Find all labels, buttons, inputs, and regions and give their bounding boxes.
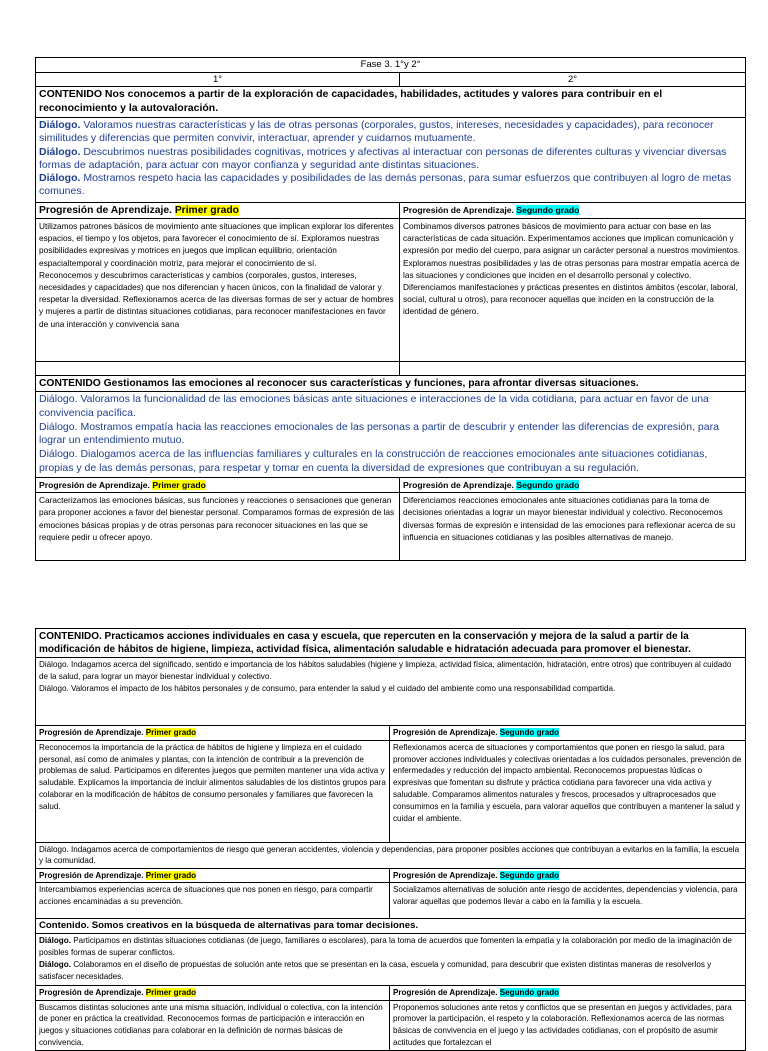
dialogo-11: Diálogo. Colaboramos en el diseño de propuestas de solución ante retos que se presentan en la casa, escuela y comunidad, para descubrir que existen distintas maneras de resolverlos y satisfacer necesidades. bbox=[39, 959, 712, 981]
segundo-grado-highlight: Segundo grado bbox=[499, 728, 560, 738]
primer-grado-highlight: Primer grado bbox=[145, 988, 197, 998]
primer-grado-highlight: Primer grado bbox=[152, 479, 206, 490]
progresion-segundo-text: Diferenciamos reacciones emocionales ante situaciones cotidianas para la toma de decisiones orientadas a lograr un mayor bienestar individual y colectivo. Reconocemos diversas formas de expresión e intensidad de las emociones para reflexionar acerca de su influencia en situaciones cotidianas y las posibles alternativas de manejo. bbox=[400, 492, 746, 560]
progresion-header-segundo: Progresión de Aprendizaje. Segundo grado bbox=[400, 477, 746, 492]
dialogo-5: Diálogo. Mostramos empatía hacia las reacciones emocionales de las personas a partir de descubrir y entender las diferencias de expresión, para lograr un entendimiento mutuo. bbox=[39, 420, 719, 447]
progresion-header-segundo: Progresión de Aprendizaje. Segundo grado bbox=[390, 868, 746, 882]
progresion-primer-text: Caracterizamos las emociones básicas, sus funciones y reacciones o sensaciones que generan para proponer acciones a favor del bienestar personal. Comparamos formas de expresión de las emociones básicas propias y de otras personas para reconocer situaciones en las que se requiere pedir u ofrecer apoyo. bbox=[36, 492, 400, 560]
progresion-primer-text: Buscamos distintas soluciones ante una misma situación, individual o colectiva, con la intención de poner en práctica la creatividad. Reconocemos formas de participación e interacción en juegos y situaciones cotidianas para colaborar en la definición de normas básicas de convivencia. bbox=[36, 1000, 390, 1050]
dialogo-8: Diálogo. Valoramos el impacto de los hábitos personales y de consumo, para entender la salud y el cuidado del ambiente como una responsabilidad compartida. bbox=[39, 683, 616, 693]
progresion-header-primer: Progresión de Aprendizaje. Primer grado bbox=[36, 203, 400, 219]
dialogo-7: Diálogo. Indagamos acerca del significado, sentido e importancia de los hábitos saludables (higiene y limpieza, actividad física, alimentación, hidratación, entre otros) que contribuyen al cuidado de la salud, para lograr un mayor bienestar individual y colectivo. bbox=[39, 660, 732, 681]
dialogo-2: Diálogo. Descubrimos nuestras posibilidades cognitivas, motrices y afectivas al interactuar con personas de diferentes culturas y vivenciar diversas formas de adaptación, para actuar con mayor confianza y seguridad ante distintas situaciones. bbox=[39, 145, 727, 171]
progresion-primer-text: Utilizamos patrones básicos de movimiento ante situaciones que implican explorar los diferentes espacios, el tiempo y los objetos, para favorecer el conocimiento de sí. Exploramos nuestras posibilidades expresivas y motrices en juegos que implican equilibrio, orientación espacialtemporal y coordinación motriz, para mejorar el conocimiento de sí. Reconocemos y descubrimos características y cambios (corporales, gustos, intereses, necesidades y capacidades) que nos diferencian y hacen únicos, con la finalidad de valorar y respetar la diversidad. Reflexionamos acerca de las diversas formas de ser y actuar de hombres y mujeres a partir de distintas situaciones cotidianas, para reconocer manifestaciones en favor de una interacción y convivencia sana bbox=[36, 219, 400, 362]
progresion-header-segundo: Progresión de Aprendizaje. Segundo grado bbox=[400, 203, 746, 219]
progresion-segundo-text: Socializamos alternativas de solución ante riesgo de accidentes, dependencias y violencia, para valorar aquellas que podemos llevar a cabo en la familia y la escuela. bbox=[390, 883, 746, 919]
progresion-header-primer: Progresión de Aprendizaje. Primer grado bbox=[36, 986, 390, 1000]
empty-cell bbox=[36, 362, 400, 376]
dialogo-6: Diálogo. Dialogamos acerca de las influencias familiares y culturales en la construcción de reacciones emocionales ante situaciones cotidianas, propias y de las demás personas, para respetar y tomar en cuenta la diversidad de expresiones que contribuyan a su regulación. bbox=[39, 448, 708, 474]
segundo-grado-highlight: Segundo grado bbox=[516, 479, 580, 490]
primer-grado-highlight: Primer grado bbox=[145, 728, 197, 738]
segundo-grado-highlight: Segundo grado bbox=[499, 988, 560, 998]
segundo-grado-highlight: Segundo grado bbox=[499, 870, 560, 880]
dialogo-1: Diálogo. Valoramos nuestras características y las de otras personas (corporales, gustos, intereses, necesidades y capacidades), para reconocer similitudes y diferencias que permiten convivir, interactuar, aprender y cuidarnos mutuamente. bbox=[39, 119, 714, 145]
dialogo-3: Diálogo. Mostramos respeto hacia las capacidades y posibilidades de las demás personas, para sumar esfuerzos que contribuyen al logro de metas comunes. bbox=[39, 172, 732, 198]
dialogo-10: Diálogo. Participamos en distintas situaciones cotidianas (de juego, familiares o escolares), para la toma de acuerdos que fomenten la empatía y la colaboración por medio de la imaginación de posibles formas de superar conflictos. bbox=[39, 936, 732, 958]
dialogo-9: Diálogo. Indagamos acerca de comportamientos de riesgo que generan accidentes, violencia y dependencias, para proponer posibles acciones que contribuyan a evitarlos en la familia, la escuela y la comunidad. bbox=[36, 842, 746, 868]
empty-cell bbox=[400, 362, 746, 376]
progresion-segundo-text: Proponemos soluciones ante retos y conflictos que se presentan en juegos y actividades, para promover la participación, el respeto y la colaboración. Reflexionamos acerca de las normas básicas de convivencia en el juego y las actividades cotidianas, con el propósito de asumir actitudes que fortalezcan el bbox=[390, 1000, 746, 1050]
progresion-header-primer: Progresión de Aprendizaje. Primer grado bbox=[36, 477, 400, 492]
dialogo-block-emociones bbox=[36, 392, 746, 478]
dialogo-block-creativos bbox=[36, 934, 746, 986]
progresion-header-segundo: Progresión de Aprendizaje. Segundo grado bbox=[390, 726, 746, 740]
dialogo-4: Diálogo. Valoramos la funcionalidad de las emociones básicas ante situaciones e interacciones de la vida cotidiana, para actuar en favor de una convivencia pacífica. bbox=[39, 393, 709, 419]
contenido-emociones: CONTENIDO Gestionamos las emociones al reconocer sus características y funciones, para afrontar diversas situaciones. bbox=[36, 376, 746, 392]
table-salud-decisiones bbox=[35, 628, 746, 1051]
col-header-1: 1° bbox=[36, 73, 400, 87]
progresion-header-primer: Progresión de Aprendizaje. Primer grado bbox=[36, 868, 390, 882]
segundo-grado-highlight: Segundo grado bbox=[516, 205, 580, 215]
contenido-salud: CONTENIDO. Practicamos acciones individuales en casa y escuela, que repercuten en la conservación y mejora de la salud a partir de la modificación de hábitos de higiene, limpieza, actividad física, alimentación saludable e hidratación adecuada para promover el bienestar. bbox=[36, 629, 746, 658]
progresion-segundo-text: Reflexionamos acerca de situaciones y comportamientos que ponen en riesgo la salud, para promover acciones individuales y colectivas orientadas a los cuidados personales, prevención de enfermedades y reducción del impacto ambiental. Reconocemos propuestas lúdicas o expresivas que fomentan su disfrute y práctica cotidiana para favorecer una vida activa y saludable. Comparamos alimentos naturales y frescos, procesados y ultraprocesados que consumimos en la familia y escuela, para valorar aquellos que contribuyen a mantener la salud y cuidar el ambiente. bbox=[390, 740, 746, 842]
progresion-primer-text: Intercambiamos experiencias acerca de situaciones que nos ponen en riesgo, para compartir acciones encaminadas a su prevención. bbox=[36, 883, 390, 919]
fase-header: Fase 3. 1°y 2° bbox=[36, 58, 746, 73]
contenido-capacidades: CONTENIDO Nos conocemos a partir de la exploración de capacidades, habilidades, actitudes y valores para contribuir en el reconocimiento y la autovaloración. bbox=[36, 87, 746, 118]
col-header-2: 2° bbox=[400, 73, 746, 87]
primer-grado-highlight: Primer grado bbox=[174, 205, 239, 216]
contenido-creativos: Contenido. Somos creativos en la búsqueda de alternativas para tomar decisiones. bbox=[36, 919, 746, 934]
primer-grado-highlight: Primer grado bbox=[145, 870, 197, 880]
table-fase-3 bbox=[35, 57, 746, 561]
progresion-segundo-text: Combinamos diversos patrones básicos de movimiento para actuar con base en las características de cada situación. Experimentamos acciones que implican comunicación y expresión por medio del cuerpo, para asignar un carácter personal a nuestros movimientos. Exploramos nuestras posibilidades y las de otras personas para mostrar empatía acerca de las situaciones y condiciones que inciden en el desarrollo personal y colectivo. Diferenciamos manifestaciones y prácticas presentes en distintos ámbitos (escolar, laboral, social, cultural u otros), para reconocer aquellas que inciden en la construcción de la identidad de género. bbox=[400, 219, 746, 362]
dialogo-block-capacidades bbox=[36, 118, 746, 203]
progresion-primer-text: Reconocemos la importancia de la práctica de hábitos de higiene y limpieza en el cuidado personal, así como de animales y plantas, con la intención de contribuir a la prevención de problemas de salud. Participamos en diferentes juegos que permiten mantener una vida activa y saludable. Explicamos la importancia de incluir alimentos saludables de los distintos grupos para colaborar en la modificación de hábitos de consumo personales y familiares que favorecen la salud. bbox=[36, 740, 390, 842]
dialogo-block-salud bbox=[36, 658, 746, 726]
progresion-header-segundo: Progresión de Aprendizaje. Segundo grado bbox=[390, 986, 746, 1000]
progresion-header-primer: Progresión de Aprendizaje. Primer grado bbox=[36, 726, 390, 740]
